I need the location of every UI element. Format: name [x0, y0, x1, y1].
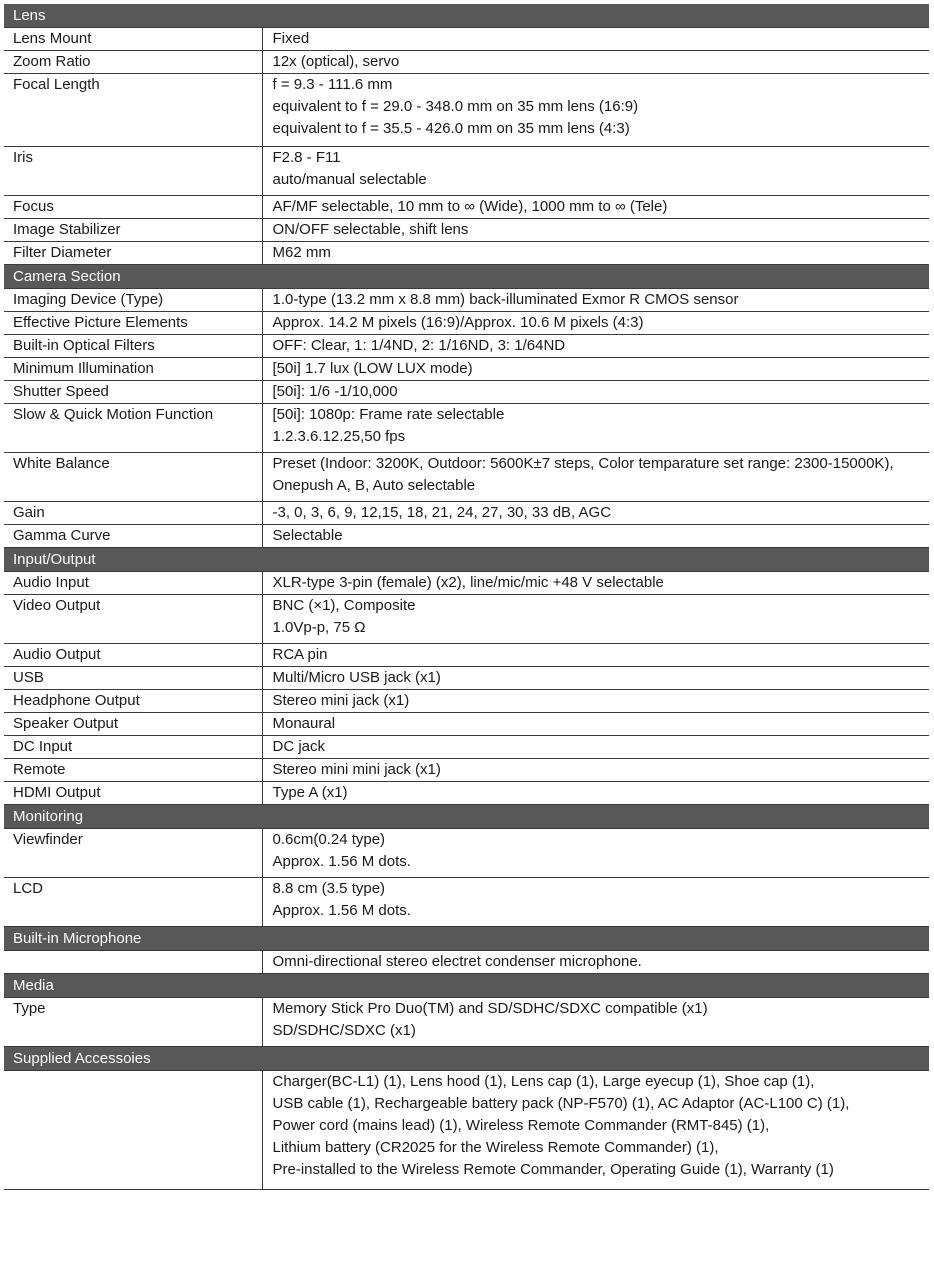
spec-label: Iris: [4, 147, 262, 196]
spec-value: [262, 713, 929, 736]
spec-row: [4, 878, 929, 927]
section-header-accessories: [4, 1047, 929, 1071]
spec-value: [262, 595, 929, 644]
spec-value: [262, 312, 929, 335]
spec-value-line: 1.0-type (13.2 mm x 8.8 mm) back-illuminated Exmor R CMOS sensor: [272, 291, 739, 308]
spec-row: [4, 595, 929, 644]
spec-label: Slow & Quick Motion Function: [4, 404, 262, 453]
spec-label: DC Input: [4, 736, 262, 759]
spec-label: Gamma Curve: [4, 525, 262, 548]
spec-value-line: RCA pin: [272, 646, 328, 663]
spec-value: [262, 667, 929, 690]
spec-label: Focus: [4, 196, 262, 219]
spec-label: LCD: [4, 878, 262, 927]
section-title: Camera Section: [4, 265, 929, 289]
spec-value-line: [50i] 1.7 lux (LOW LUX mode): [272, 360, 473, 377]
spec-value-line: Memory Stick Pro Duo(TM) and SD/SDHC/SDXC compatible (x1): [272, 1000, 708, 1017]
spec-value-line: 8.8 cm (3.5 type): [272, 880, 386, 897]
spec-value-line: [50i]: 1/6 -1/10,000: [272, 383, 398, 400]
spec-value-line: 1.0Vp-p, 75 Ω: [272, 619, 366, 636]
spec-value: [262, 404, 929, 453]
spec-row: [4, 358, 929, 381]
spec-row: [4, 736, 929, 759]
spec-row: [4, 690, 929, 713]
spec-value-line: ON/OFF selectable, shift lens: [272, 221, 469, 238]
spec-row: [4, 829, 929, 878]
spec-row: [4, 335, 929, 358]
section-title: Lens: [4, 4, 929, 28]
spec-row: [4, 713, 929, 736]
spec-value-line: Approx. 14.2 M pixels (16:9)/Approx. 10.6 M pixels (4:3): [272, 314, 644, 331]
spec-value-line: Power cord (mains lead) (1), Wireless Remote Commander (RMT-845) (1),: [272, 1117, 770, 1134]
section-title: Media: [4, 974, 929, 998]
spec-row: [4, 381, 929, 404]
spec-value: [262, 242, 929, 265]
spec-value: [262, 878, 929, 927]
section-header-monitoring: [4, 805, 929, 829]
spec-value-line: AF/MF selectable, 10 mm to ∞ (Wide), 1000 mm to ∞ (Tele): [272, 198, 668, 215]
spec-label: Lens Mount: [4, 28, 262, 51]
spec-label: Shutter Speed: [4, 381, 262, 404]
spec-value-line: F2.8 - F11: [272, 149, 341, 166]
spec-value: [262, 736, 929, 759]
spec-row: [4, 74, 929, 147]
spec-value-line: Stereo mini mini jack (x1): [272, 761, 441, 778]
spec-value: [262, 28, 929, 51]
spec-value-line: Pre-installed to the Wireless Remote Commander, Operating Guide (1), Warranty (1): [272, 1161, 834, 1178]
spec-table: [4, 4, 929, 1190]
spec-label: Audio Input: [4, 572, 262, 595]
spec-value-line: 1.2.3.6.12.25,50 fps: [272, 428, 406, 445]
spec-value: [262, 572, 929, 595]
spec-label: [4, 951, 262, 974]
spec-value-line: DC jack: [272, 738, 326, 755]
spec-label: [4, 1071, 262, 1190]
spec-row: [4, 502, 929, 525]
section-header-lens: [4, 4, 929, 28]
spec-label: USB: [4, 667, 262, 690]
spec-value: [262, 219, 929, 242]
spec-value-line: Omni-directional stereo electret condenser microphone.: [272, 953, 642, 970]
spec-value-line: equivalent to f = 35.5 - 426.0 mm on 35 mm lens (4:3): [272, 120, 630, 137]
spec-value: [262, 1071, 929, 1190]
spec-value: [262, 196, 929, 219]
spec-value: [262, 998, 929, 1047]
spec-value-line: [50i]: 1080p: Frame rate selectable: [272, 406, 505, 423]
spec-label: Image Stabilizer: [4, 219, 262, 242]
spec-value: [262, 453, 929, 502]
spec-value: [262, 690, 929, 713]
spec-value-line: 12x (optical), servo: [272, 53, 400, 70]
section-header-io: [4, 548, 929, 572]
spec-value-line: Onepush A, B, Auto selectable: [272, 477, 476, 494]
section-header-media: [4, 974, 929, 998]
spec-value-line: Selectable: [272, 527, 343, 544]
spec-row: [4, 644, 929, 667]
spec-value-line: M62 mm: [272, 244, 331, 261]
section-header-mic: [4, 927, 929, 951]
spec-row: [4, 453, 929, 502]
spec-value-line: Multi/Micro USB jack (x1): [272, 669, 441, 686]
spec-value-line: USB cable (1), Rechargeable battery pack (NP-F570) (1), AC Adaptor (AC-L100 C) (1),: [272, 1095, 850, 1112]
spec-value: [262, 829, 929, 878]
spec-row: [4, 147, 929, 196]
spec-value-line: equivalent to f = 29.0 - 348.0 mm on 35 mm lens (16:9): [272, 98, 639, 115]
spec-value: [262, 335, 929, 358]
spec-row: [4, 998, 929, 1047]
spec-label: Imaging Device (Type): [4, 289, 262, 312]
spec-value: [262, 525, 929, 548]
spec-row: [4, 404, 929, 453]
spec-value-line: -3, 0, 3, 6, 9, 12,15, 18, 21, 24, 27, 30, 33 dB, AGC: [272, 504, 612, 521]
spec-row: [4, 219, 929, 242]
spec-value-line: 0.6cm(0.24 type): [272, 831, 386, 848]
spec-label: Headphone Output: [4, 690, 262, 713]
spec-value-line: SD/SDHC/SDXC (x1): [272, 1022, 416, 1039]
spec-label: HDMI Output: [4, 782, 262, 805]
spec-row: [4, 1071, 929, 1190]
spec-row: [4, 28, 929, 51]
spec-value: [262, 951, 929, 974]
spec-value: [262, 289, 929, 312]
spec-value-line: Type A (x1): [272, 784, 348, 801]
spec-table-body: [4, 4, 929, 1190]
spec-row: [4, 525, 929, 548]
spec-row: [4, 196, 929, 219]
spec-value: [262, 644, 929, 667]
spec-value: [262, 381, 929, 404]
spec-label: Speaker Output: [4, 713, 262, 736]
spec-value: [262, 502, 929, 525]
spec-label: Built-in Optical Filters: [4, 335, 262, 358]
spec-row: [4, 312, 929, 335]
section-title: Monitoring: [4, 805, 929, 829]
spec-value-line: XLR-type 3-pin (female) (x2), line/mic/mic +48 V selectable: [272, 574, 664, 591]
spec-value-line: Preset (Indoor: 3200K, Outdoor: 5600K±7 steps, Color temparature set range: 2300-15000K),: [272, 455, 894, 472]
spec-row: [4, 289, 929, 312]
spec-value: [262, 74, 929, 147]
spec-value: [262, 51, 929, 74]
spec-label: Focal Length: [4, 74, 262, 147]
spec-label: Type: [4, 998, 262, 1047]
spec-row: [4, 51, 929, 74]
spec-label: Zoom Ratio: [4, 51, 262, 74]
spec-value-line: auto/manual selectable: [272, 171, 427, 188]
spec-row: [4, 242, 929, 265]
spec-label: Minimum Illumination: [4, 358, 262, 381]
spec-row: [4, 572, 929, 595]
spec-label: Remote: [4, 759, 262, 782]
spec-label: Gain: [4, 502, 262, 525]
spec-value-line: Lithium battery (CR2025 for the Wireless Remote Commander) (1),: [272, 1139, 719, 1156]
spec-row: [4, 951, 929, 974]
spec-value-line: Monaural: [272, 715, 336, 732]
spec-value: [262, 147, 929, 196]
spec-row: [4, 667, 929, 690]
section-title: Supplied Accessoies: [4, 1047, 929, 1071]
section-header-camera: [4, 265, 929, 289]
spec-value-line: Fixed: [272, 30, 310, 47]
spec-value: [262, 358, 929, 381]
spec-label: White Balance: [4, 453, 262, 502]
spec-value-line: Approx. 1.56 M dots.: [272, 902, 411, 919]
spec-value-line: f = 9.3 - 111.6 mm: [272, 76, 393, 93]
spec-label: Effective Picture Elements: [4, 312, 262, 335]
section-title: Built-in Microphone: [4, 927, 929, 951]
spec-label: Filter Diameter: [4, 242, 262, 265]
spec-value-line: OFF: Clear, 1: 1/4ND, 2: 1/16ND, 3: 1/64ND: [272, 337, 566, 354]
spec-value-line: BNC (×1), Composite: [272, 597, 416, 614]
section-title: Input/Output: [4, 548, 929, 572]
spec-label: Video Output: [4, 595, 262, 644]
spec-value: [262, 759, 929, 782]
spec-row: [4, 782, 929, 805]
spec-value-line: Stereo mini jack (x1): [272, 692, 410, 709]
spec-value-line: Charger(BC-L1) (1), Lens hood (1), Lens cap (1), Large eyecup (1), Shoe cap (1),: [272, 1073, 815, 1090]
spec-row: [4, 759, 929, 782]
spec-label: Audio Output: [4, 644, 262, 667]
spec-value-line: Approx. 1.56 M dots.: [272, 853, 411, 870]
spec-value: [262, 782, 929, 805]
spec-label: Viewfinder: [4, 829, 262, 878]
